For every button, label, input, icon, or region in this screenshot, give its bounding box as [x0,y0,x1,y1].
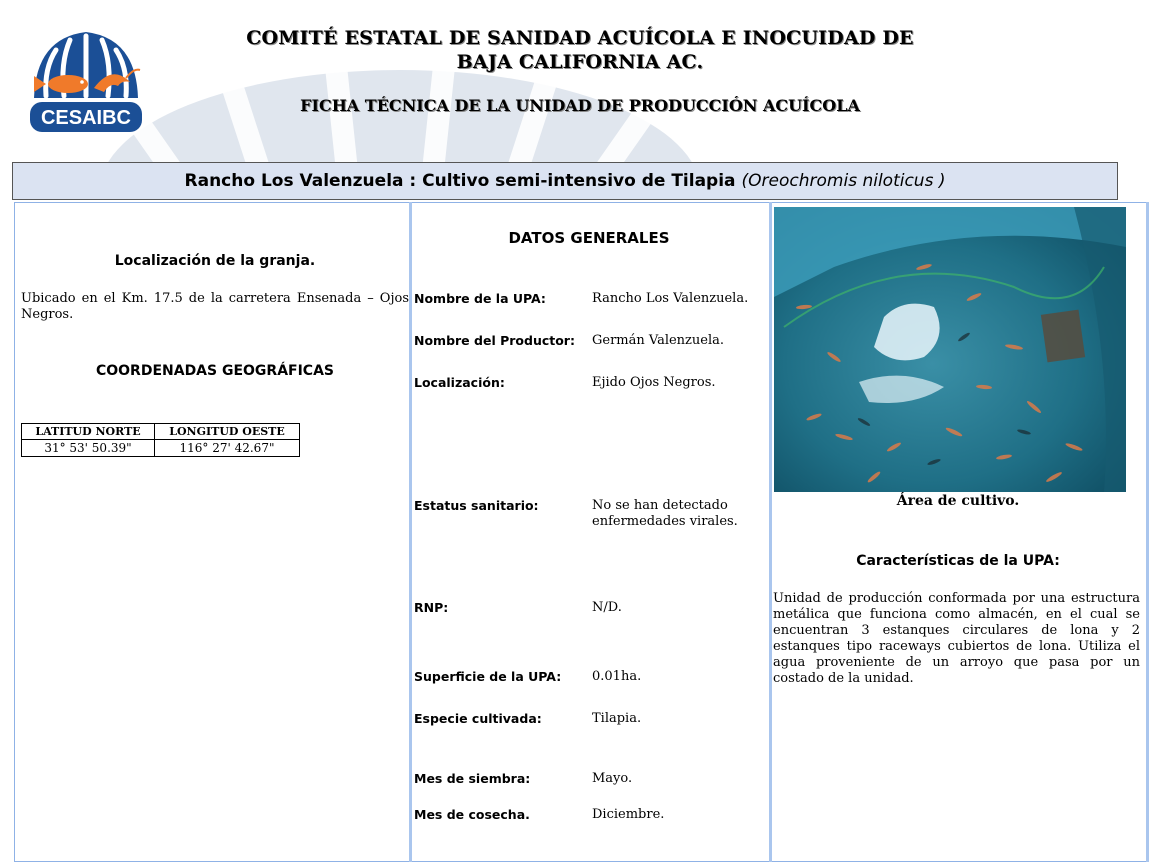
shell-icon [34,32,138,98]
location-heading: Localización de la granja. [114,253,316,269]
longitude-header: LONGITUD OESTE [155,424,300,440]
location-text: Ubicado en el Km. 17.5 de la carretera Ensenada – Ojos Negros. [21,291,409,322]
characteristics-text: Unidad de producción conformada por una estructura metálica que funciona como almacén, en el cual se encuentran 3 estanques circulares de lona y 2 estanques tipo raceways cubiertos de lona. Utiliza el agua proveniente de un arroyo que pasa por un costado de la unidad. [773,591,1140,686]
field-value: N/D. [592,600,622,615]
field-value: Diciembre. [592,807,665,822]
photo-caption: Área de cultivo. [896,493,1020,509]
field-label: RNP: [414,600,449,615]
field-value: Rancho Los Valenzuela. [592,291,749,306]
general-data-heading: DATOS GENERALES [508,229,670,247]
coordinates-heading: COORDENADAS GEOGRÁFICAS [95,363,335,379]
farm-title: Rancho Los Valenzuela : Cultivo semi-intensivo de Tilapia [184,171,736,191]
latitude-value: 31° 53' 50.39" [22,440,155,457]
field-label: Mes de siembra: [414,771,531,786]
field-value: Tilapia. [592,711,642,726]
field-value: Germán Valenzuela. [592,333,724,348]
field-value: Mayo. [592,771,633,786]
characteristics-heading: Características de la UPA: [856,553,1060,569]
organization-title [180,26,980,74]
field-label: Nombre de la UPA: [414,291,546,306]
title-line-1: COMITÉ ESTATAL DE SANIDAD ACUÍCOLA E INOCUIDAD DE [246,27,914,49]
farm-title-bar [12,162,1118,200]
fish-tank-photo [774,207,1126,492]
characteristics-column [772,205,1144,845]
column-divider-1 [409,202,412,862]
location-column [21,205,409,845]
latitude-header: LATITUD NORTE [22,424,155,440]
cesaibc-logo [26,28,146,138]
field-value: Ejido Ojos Negros. [592,375,716,390]
field-label: Especie cultivada: [414,711,542,726]
longitude-value: 116° 27' 42.67" [155,440,300,457]
field-value: No se han detectado enfermedades virales. [592,498,738,529]
field-label: Estatus sanitario: [414,498,539,513]
field-value: 0.01ha. [592,669,642,684]
field-label: Mes de cosecha. [414,807,530,822]
scientific-name: (Oreochromis niloticus ) [741,171,946,191]
column-divider-3 [1146,202,1149,862]
field-label: Superficie de la UPA: [414,669,562,684]
field-label: Localización: [414,375,505,390]
general-data-column [414,205,768,845]
field-label: Nombre del Productor: [414,333,575,348]
logo-text: CESAIBC [40,107,132,129]
document-subtitle: FICHA TÉCNICA DE LA UNIDAD DE PRODUCCIÓN ACUÍCOLA [300,96,860,115]
title-line-2: BAJA CALIFORNIA AC. [456,51,704,73]
coordinates-table [21,423,300,457]
